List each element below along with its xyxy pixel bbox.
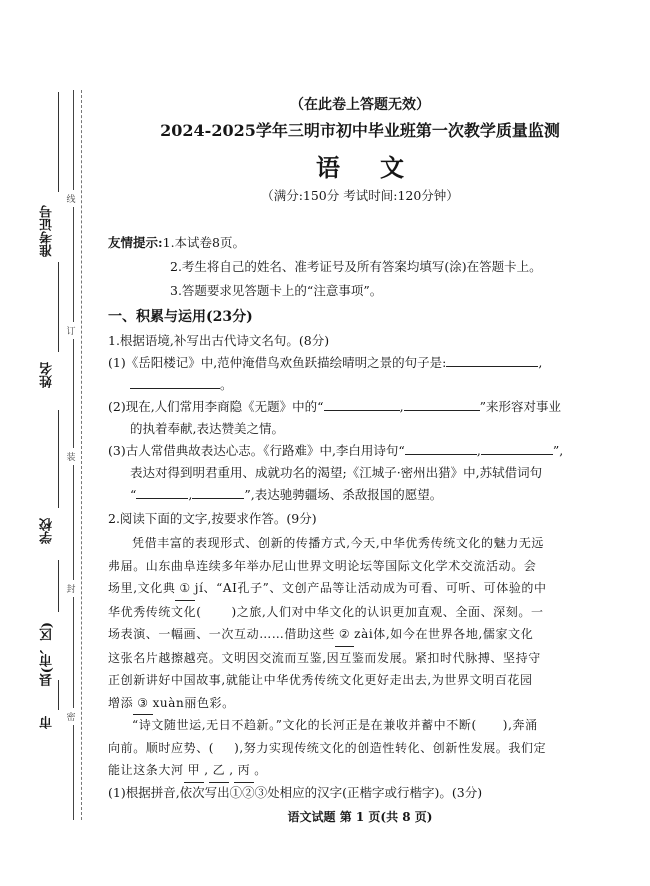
q1-part3 xyxy=(108,440,563,462)
binding-char-ding: 订 xyxy=(64,322,78,339)
passage-seg: ),努力实现传统文化的创造性转化、创新性发展。我们定 xyxy=(234,740,547,755)
q1-part1 xyxy=(108,352,542,374)
passage-line: 这张名片越擦越亮。文明因交流而互鉴,因互鉴而发展。紧扣时代脉搏、坚持守 xyxy=(108,650,541,665)
tips-line-1 xyxy=(108,232,245,254)
q1-part2 xyxy=(108,396,561,418)
answer-notice: （在此卷上答题无效） xyxy=(290,97,430,113)
q1-part3-comma2: , xyxy=(188,487,193,502)
passage-seg: 场表演、一幅画、一次互动……借助这些 xyxy=(108,627,335,641)
subject-title: 语文 xyxy=(316,153,444,182)
answer-blank[interactable] xyxy=(324,396,400,411)
q1-part3-text: (3)古人常借典故表达心志。《行路难》中,李白用诗句“ xyxy=(108,443,405,458)
passage-line xyxy=(108,737,630,760)
field-city: 市 xyxy=(40,716,55,729)
q2-sub1: (1)根据拼音,依次写出①②③处相应的汉字(正楷字或行楷字)。(3分) xyxy=(108,785,483,800)
passage-line xyxy=(108,759,630,783)
q1-part3-cont: 表达对得到明君重用、成就功名的渴望;《江城子·密州出猎》中,苏轼借词句 xyxy=(130,465,543,480)
answer-blank[interactable] xyxy=(404,396,480,411)
passage-line: 正创新讲好中国故事,就能让中华优秀传统文化更好走出去,为世界文明百花园 xyxy=(108,673,533,687)
q1-part3-end: ”,表达驰骋疆场、杀敌报国的愿望。 xyxy=(244,487,443,502)
answer-blank[interactable] xyxy=(481,440,553,455)
blank-bing[interactable]: 丙 xyxy=(234,759,255,783)
passage-seg: 。 xyxy=(254,763,267,777)
q1-part1-comma: , xyxy=(538,355,543,370)
answer-paren-space[interactable] xyxy=(201,602,231,616)
tip-item-1: 1.本试卷8页。 xyxy=(162,235,246,250)
field-exam-number: 准考证号 xyxy=(40,205,55,257)
answer-blank[interactable] xyxy=(136,484,188,499)
section-title: 一、积累与运用(23分) xyxy=(108,309,253,325)
passage-seg: , xyxy=(229,763,234,777)
exam-meta: （满分:150分 考试时间:120分钟） xyxy=(261,188,459,203)
passage-seg: ),奔涌 xyxy=(502,718,538,732)
city-line xyxy=(58,680,59,710)
passage-seg: 华优秀传统文化( xyxy=(108,604,202,619)
answer-blank[interactable] xyxy=(405,440,477,455)
tip-item-2: 2.考生将自己的姓名、准考证号及所有答案均填写(涂)在答题卡上。 xyxy=(170,259,542,274)
passage-seg: 场里,文化典 xyxy=(108,581,176,595)
answer-blank[interactable] xyxy=(446,352,538,367)
answer-blank[interactable] xyxy=(192,484,244,499)
q2-passage xyxy=(108,532,630,715)
school-line xyxy=(58,410,59,508)
mark-3: ③ xyxy=(133,692,152,716)
passage-seg: , xyxy=(204,763,209,777)
binding-char-xian: 线 xyxy=(64,190,78,207)
passage-seg: 能让这条大河 xyxy=(108,763,184,777)
field-county: 县(市、区) xyxy=(40,622,55,687)
tip-item-3: 3.答题要求见答题卡上的“注意事项”。 xyxy=(170,283,383,298)
page-footer: 语文试题 第 1 页(共 8 页) xyxy=(287,810,433,824)
answer-paren-space[interactable] xyxy=(214,738,234,752)
passage-seg: xuàn丽色彩。 xyxy=(152,695,235,710)
q1-part3-cont2 xyxy=(130,484,442,506)
q2-stem: 2.阅读下面的文字,按要求作答。(9分) xyxy=(108,511,317,526)
q1-part1-end: 。 xyxy=(220,377,233,392)
passage-seg: zài体,如今在世界各地,儒家文化 xyxy=(354,627,534,641)
mark-1: ① xyxy=(175,577,194,601)
binding-char-mi: 密 xyxy=(64,708,78,725)
exam-title: 2024-2025学年三明市初中毕业班第一次教学质量监测 xyxy=(160,121,560,140)
q1-part3-close: ”, xyxy=(552,443,564,458)
passage-seg: “诗文随世运,无日不趋新。”文化的长河正是在兼收并蓄中不断( xyxy=(132,718,477,732)
binding-dashed-line xyxy=(81,90,82,820)
passage-seg: jí、“AI孔子”、文创产品等让活动成为可看、可听、可体验的中 xyxy=(194,581,547,595)
q1-part1-text: (1)《岳阳楼记》中,范仲淹借鸟欢鱼跃描绘晴明之景的句子是: xyxy=(108,355,447,370)
passage-seg: 增添 xyxy=(108,695,134,710)
field-school: 学校 xyxy=(40,518,55,544)
passage-line xyxy=(108,601,630,624)
exam-number-line xyxy=(58,92,59,192)
tips-label: 友情提示: xyxy=(108,235,163,250)
blank-jia[interactable]: 甲 xyxy=(184,759,205,783)
q1-part2-cont: 的执着奉献,表达赞美之情。 xyxy=(130,421,284,436)
answer-paren-space[interactable] xyxy=(477,715,503,729)
passage-line xyxy=(108,577,630,601)
passage-line: 弗届。山东曲阜连续多年举办尼山世界文明论坛等国际文化学术交流活动。会 xyxy=(108,558,537,573)
q1-part1-cont xyxy=(130,374,233,396)
mark-2: ② xyxy=(335,623,354,647)
passage-line xyxy=(108,623,630,647)
name-line xyxy=(58,262,59,352)
passage-seg: 向前。顺时应势、( xyxy=(108,740,215,755)
q1-part3-comma: , xyxy=(476,443,481,458)
passage-line: 凭借丰富的表现形式、创新的传播方式,今天,中华优秀传统文化的魅力无远 xyxy=(132,536,545,550)
q1-stem: 1.根据语境,补写出古代诗文名句。(8分) xyxy=(108,333,330,348)
answer-blank[interactable] xyxy=(130,374,220,389)
q1-part2-tail: ”来形容对事业 xyxy=(479,399,561,414)
blank-yi[interactable]: 乙 xyxy=(209,759,230,783)
binding-char-feng: 封 xyxy=(64,580,78,597)
field-name: 姓名 xyxy=(40,362,55,388)
q2-passage-2 xyxy=(108,714,630,783)
q1-part2-text: (2)现在,人们常用李商隐《无题》中的“ xyxy=(108,399,324,414)
county-line xyxy=(58,560,59,612)
passage-seg: )之旅,人们对中华文化的认识更加直观、全面、深刻。一 xyxy=(231,604,544,619)
q1-part3-open: “ xyxy=(130,487,137,502)
passage-line xyxy=(108,692,630,716)
passage-line xyxy=(108,714,630,737)
binding-char-zhuang: 装 xyxy=(64,448,78,465)
q1-part2-comma: , xyxy=(399,399,404,414)
